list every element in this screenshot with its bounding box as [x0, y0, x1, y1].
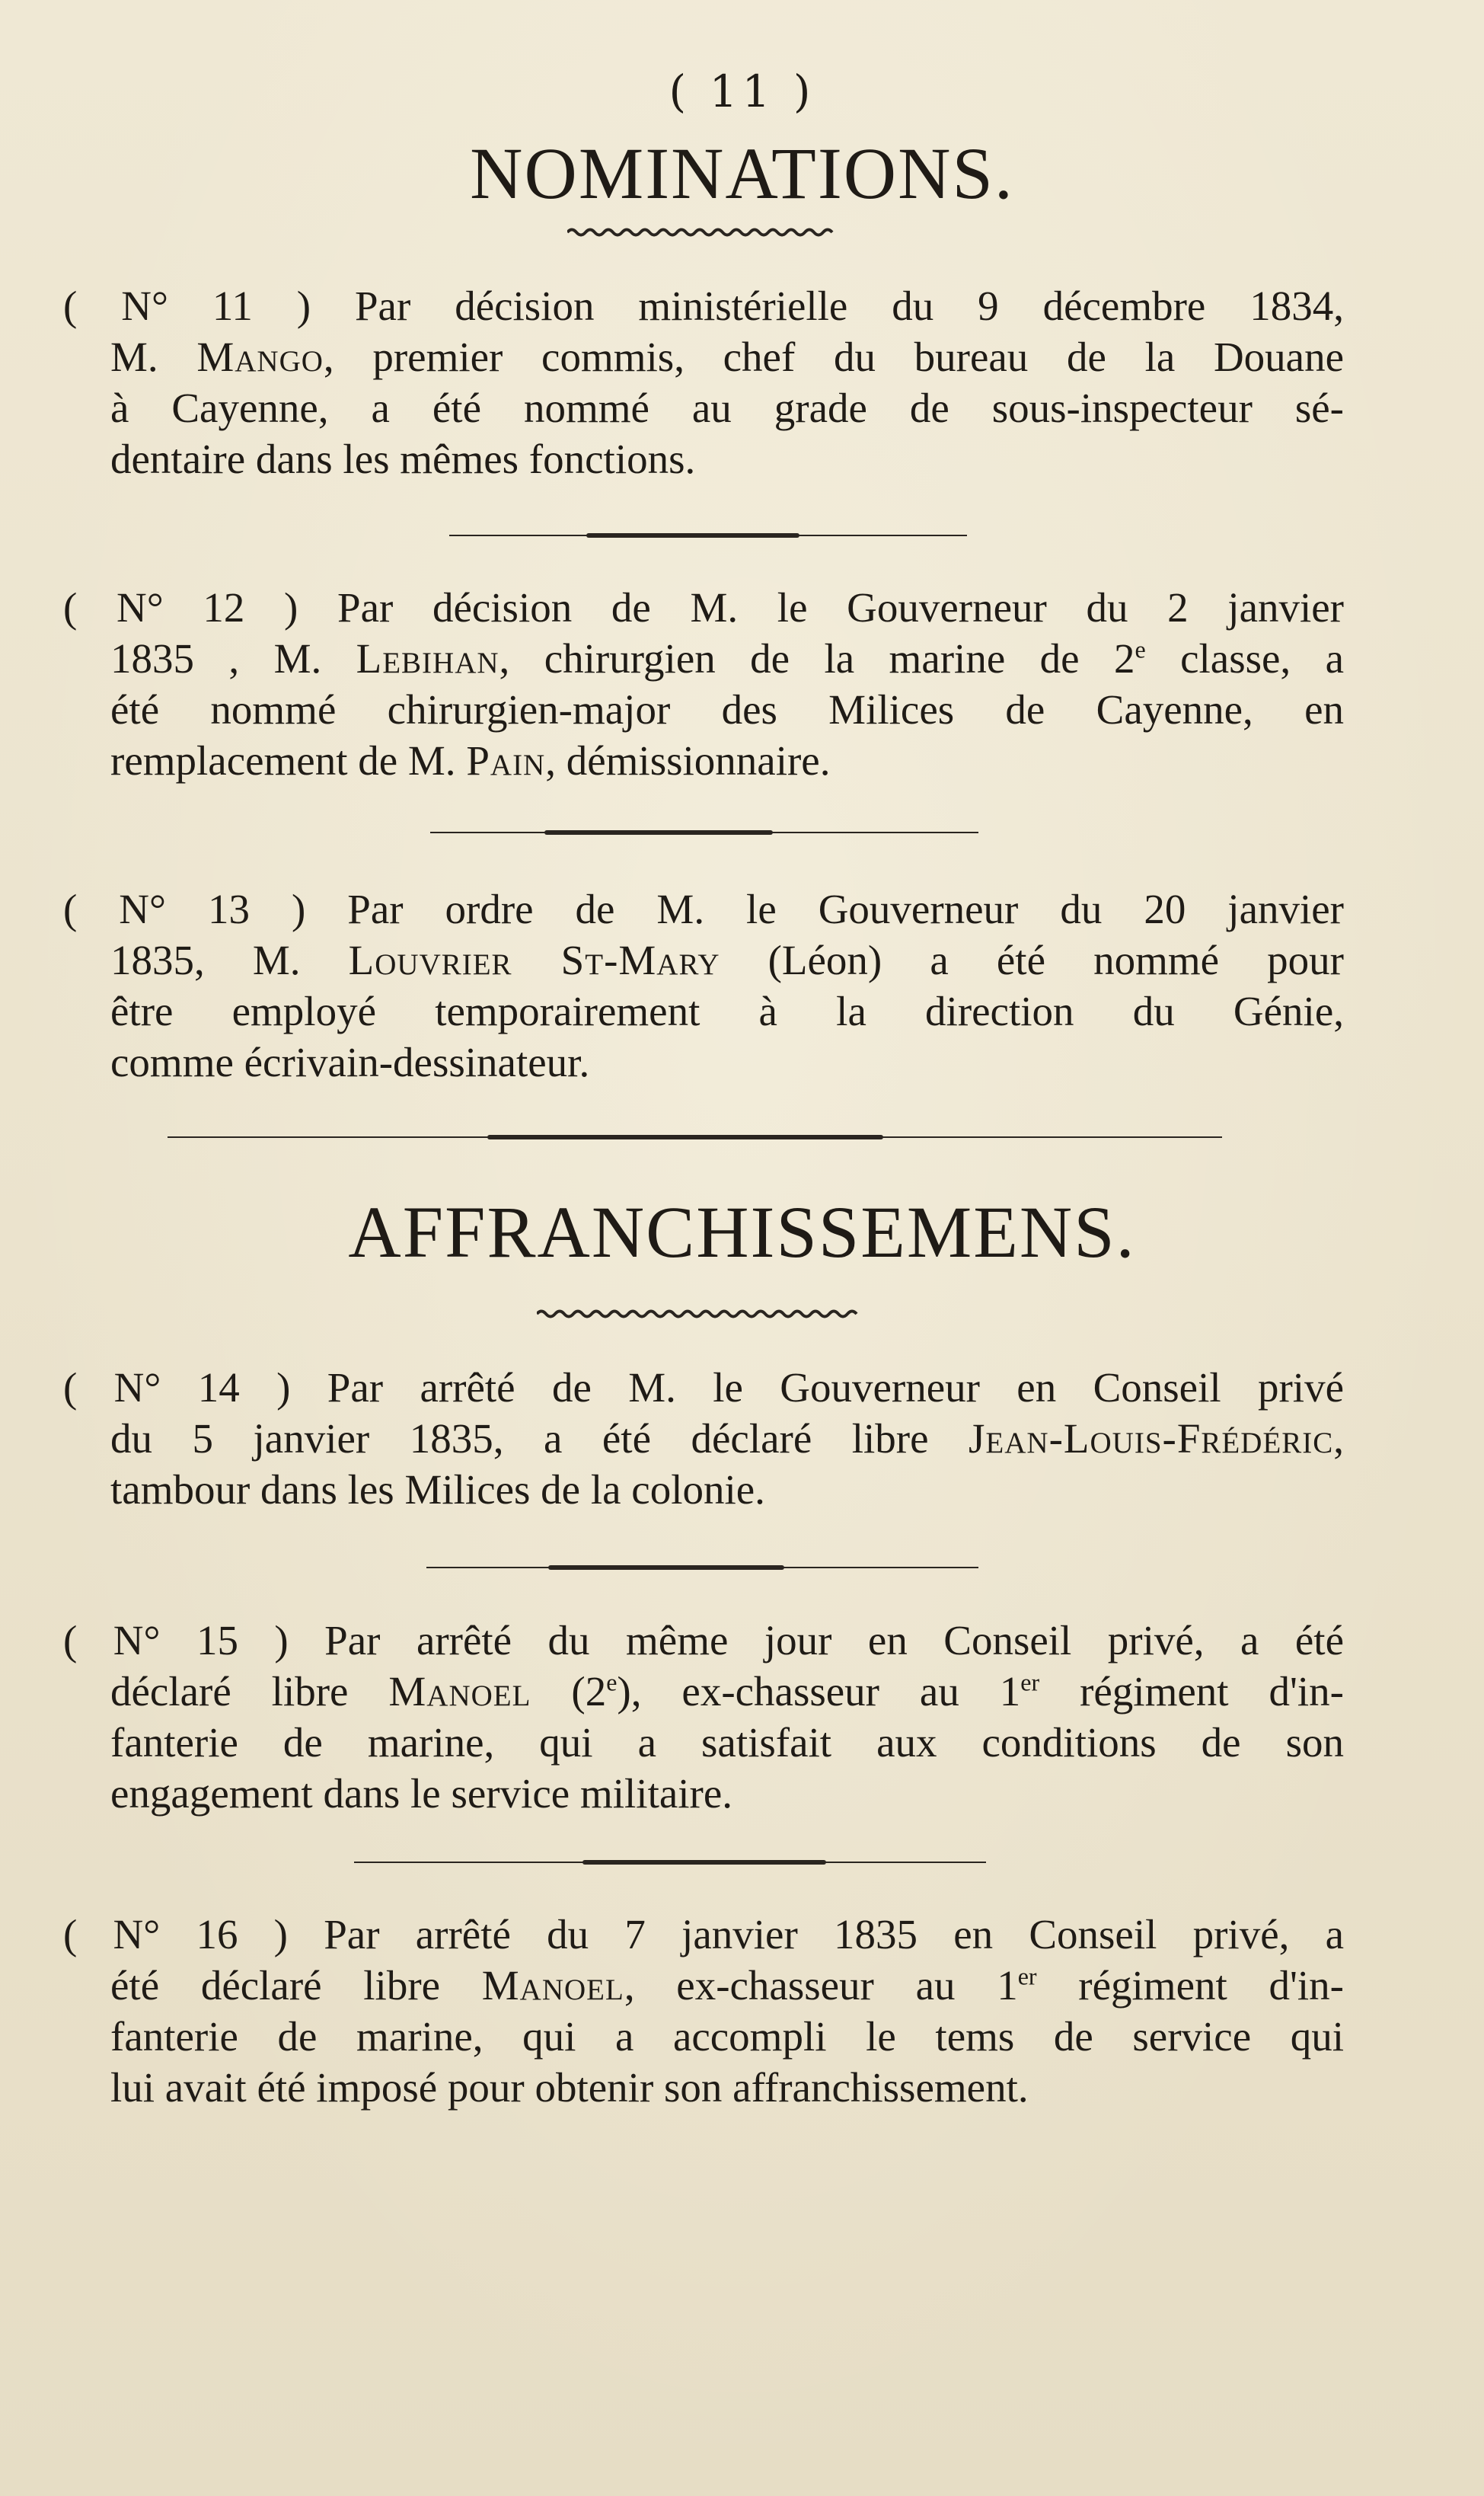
text-run: (2: [531, 1668, 607, 1715]
entry-line: [110, 331, 1344, 382]
text-run: ( N° 13 ) Par ordre de M. le Gouverneur du 20 janvier: [63, 886, 1344, 932]
text-run: ( N° 15 ) Par arrêté du même jour en Conseil privé, a été: [63, 1617, 1344, 1663]
wave-ornament: [567, 227, 838, 238]
person-name: Lebihan: [356, 635, 499, 682]
rule-separator: [449, 533, 967, 537]
rule-separator: [426, 1565, 978, 1569]
text-run: régiment d'in-: [1039, 1668, 1344, 1715]
entry-line: [110, 935, 1344, 986]
entry-15: [63, 1615, 1344, 1819]
entry-line: [110, 735, 1344, 786]
text-run: déclaré libre: [110, 1668, 389, 1715]
wave-ornament: [537, 1309, 864, 1319]
text-run: , démissionnaire.: [545, 737, 831, 784]
entry-line: [63, 280, 1344, 331]
entry-line: [110, 1666, 1344, 1717]
page-number: ( 11 ): [669, 66, 815, 117]
rule-separator: [168, 1135, 1222, 1139]
entry-16: [63, 1909, 1344, 2113]
text-run: classe, a: [1145, 635, 1344, 682]
entry-line: [110, 382, 1344, 433]
entry-line: [110, 2011, 1344, 2062]
text-run: (Léon) a été nommé pour: [720, 937, 1344, 983]
ordinal-superscript: er: [1020, 1668, 1040, 1696]
text-run: à Cayenne, a été nommé au grade de sous-inspecteur sé-: [110, 385, 1344, 431]
section-title-affranchissemens: AFFRANCHISSEMENS.: [348, 1191, 1136, 1273]
ordinal-superscript: e: [606, 1668, 618, 1696]
person-name: Mango: [196, 334, 324, 380]
text-run: été nommé chirurgien-major des Milices de Cayenne, en: [110, 686, 1344, 733]
text-run: ,: [1333, 1415, 1344, 1462]
text-run: ( N° 14 ) Par arrêté de M. le Gouverneur en Conseil privé: [63, 1364, 1344, 1411]
entry-line: [63, 582, 1344, 633]
entry-12: [63, 582, 1344, 786]
entry-line: [110, 1037, 1344, 1088]
text-run: comme écrivain-dessinateur.: [110, 1039, 590, 1085]
entry-line: [63, 1362, 1344, 1413]
entry-line: [63, 1909, 1344, 1960]
person-name: Manoel: [388, 1668, 531, 1715]
text-run: ( N° 11 ) Par décision ministérielle du 9 décembre 1834,: [63, 283, 1344, 329]
text-run: ( N° 12 ) Par décision de M. le Gouverneur du 2 janvier: [63, 584, 1344, 631]
entry-line: [110, 1960, 1344, 2011]
entry-14: [63, 1362, 1344, 1515]
text-run: , chirurgien de la marine de 2: [499, 635, 1135, 682]
text-run: fanterie de marine, qui a accompli le tems de service qui: [110, 2013, 1344, 2060]
text-run: être employé temporairement à la direction du Génie,: [110, 988, 1344, 1034]
rule-separator: [430, 830, 978, 834]
text-run: 1835, M.: [110, 937, 349, 983]
section-title-nominations: NOMINATIONS.: [470, 133, 1014, 214]
ordinal-superscript: er: [1017, 1962, 1037, 1990]
text-run: été déclaré libre: [110, 1962, 482, 2009]
text-run: ), ex-chasseur au 1: [617, 1668, 1021, 1715]
entry-line: [110, 2062, 1344, 2113]
text-run: , ex-chasseur au 1: [624, 1962, 1018, 2009]
entry-line: [110, 1717, 1344, 1768]
entry-line: [110, 1464, 1344, 1515]
person-name: Louvrier St-Mary: [348, 937, 720, 983]
entry-line: [110, 684, 1344, 735]
text-run: remplacement de M.: [110, 737, 467, 784]
text-run: du 5 janvier 1835, a été déclaré libre: [110, 1415, 969, 1462]
rule-separator: [354, 1860, 986, 1864]
text-run: régiment d'in-: [1036, 1962, 1344, 2009]
entry-line: [110, 1413, 1344, 1464]
text-run: tambour dans les Milices de la colonie.: [110, 1466, 765, 1513]
entry-line: [110, 633, 1344, 684]
entry-13: [63, 884, 1344, 1088]
text-run: ( N° 16 ) Par arrêté du 7 janvier 1835 en Conseil privé, a: [63, 1911, 1344, 1957]
ordinal-superscript: e: [1135, 635, 1146, 663]
entry-line: [63, 884, 1344, 935]
text-run: lui avait été imposé pour obtenir son affranchissement.: [110, 2064, 1029, 2111]
entry-line: [110, 433, 1344, 484]
person-name: Jean-Louis-Frédéric: [969, 1415, 1334, 1462]
entry-line: [63, 1615, 1344, 1666]
text-run: dentaire dans les mêmes fonctions.: [110, 436, 696, 482]
entry-line: [110, 986, 1344, 1037]
person-name: Pain: [466, 737, 546, 784]
entry-line: [110, 1768, 1344, 1819]
text-run: M.: [110, 334, 197, 380]
text-run: 1835 , M.: [110, 635, 356, 682]
person-name: Manoel: [481, 1962, 624, 2009]
text-run: , premier commis, chef du bureau de la Douane: [323, 334, 1344, 380]
text-run: fanterie de marine, qui a satisfait aux conditions de son: [110, 1719, 1344, 1766]
text-run: engagement dans le service militaire.: [110, 1770, 733, 1817]
entry-11: [63, 280, 1344, 484]
